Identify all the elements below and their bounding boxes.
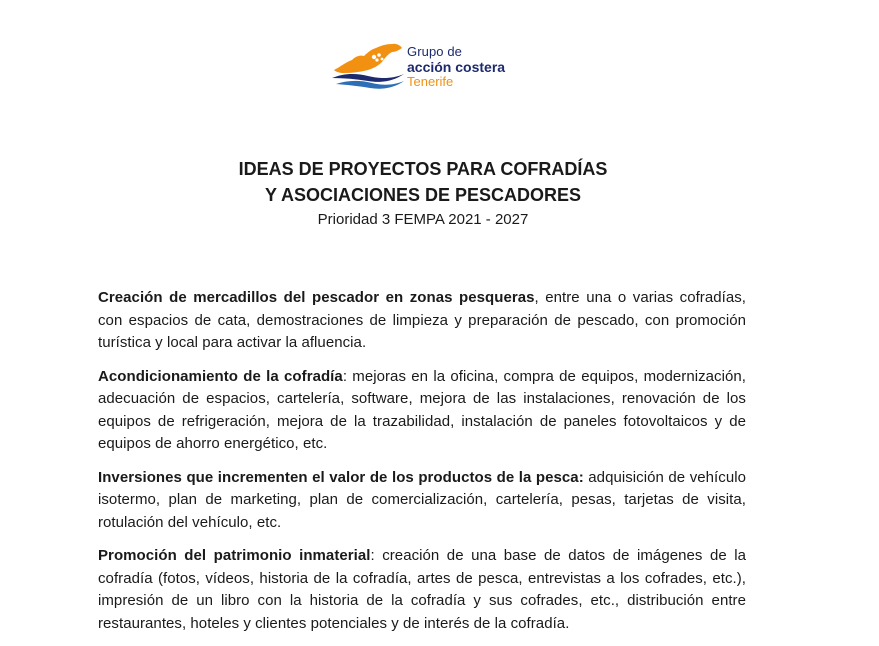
logo-wordmark xyxy=(407,45,505,89)
paragraph-heading: Promoción del patrimonio inmaterial xyxy=(98,547,371,564)
paragraph-heading: Creación de mercadillos del pescador en zonas pesqueras xyxy=(98,289,535,306)
tenerife-island-logo-icon xyxy=(330,40,410,98)
paragraph-inversiones xyxy=(98,467,746,535)
paragraph-acondicionamiento xyxy=(98,366,746,456)
document-subtitle: Prioridad 3 FEMPA 2021 - 2027 xyxy=(317,211,529,228)
paragraph-patrimonio xyxy=(98,545,746,635)
logo-line-1: Grupo de xyxy=(407,44,463,59)
paragraph-text: : creación de una base de datos de imágenes de la cofradía (fotos, vídeos, historia de la cofradía, artes de pesca, entrevistas a los cofrades, etc.), impresión de un libro con la historia de la cofradía y sus cofrades, etc., distribución entre restaurantes, hoteles y clientes potenciales y de interés de la cofradía. xyxy=(98,547,746,632)
paragraph-text: , entre una o varias cofradías, con espacios de cata, demostraciones de limpieza y preparación de pescado, con promoción turística y local para activar la afluencia. xyxy=(98,289,747,351)
paragraph-mercadillos xyxy=(98,287,746,355)
paragraph-heading: Acondicionamiento de la cofradía xyxy=(98,367,343,385)
title-line-1: IDEAS DE PROYECTOS PARA COFRADÍAS xyxy=(238,159,608,179)
paragraph-heading: Inversiones que incrementen el valor de los productos de la pesca: xyxy=(98,468,584,486)
organization-logo xyxy=(330,40,530,98)
logo-line-2: acción costera xyxy=(407,59,506,75)
paragraph-text: : mejoras en la oficina, compra de equipos, modernización, adecuación de espacios, cartelería, software, mejora de las instalaciones, renovación de los equipos de refrigeración, mejora de la trazabilidad, instalación de paneles fotovoltaicos y de equipos de ahorro energético, etc. xyxy=(98,367,746,452)
project-ideas-list xyxy=(98,287,746,646)
logo-line-3: Tenerife xyxy=(407,74,454,89)
title-line-2: Y ASOCIACIONES DE PESCADORES xyxy=(264,185,582,205)
document-title-block xyxy=(0,156,846,231)
paragraph-text: adquisición de vehículo isotermo, plan de marketing, plan de comercialización, cartelería, pesas, tarjetas de visita, rotulación del vehículo, etc. xyxy=(98,468,746,531)
